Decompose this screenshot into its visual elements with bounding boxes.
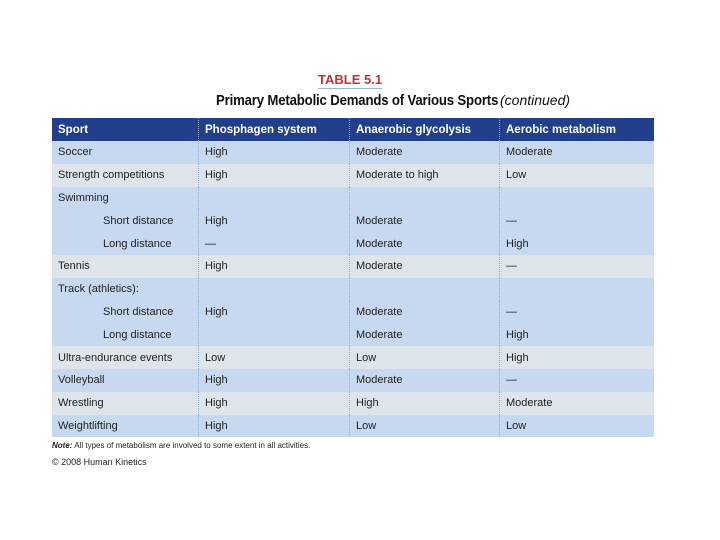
table-row bbox=[52, 301, 654, 324]
cell-sport: Soccer bbox=[52, 141, 199, 164]
cell-sport: Ultra-endurance events bbox=[52, 346, 199, 369]
cell-phosphagen: Low bbox=[199, 346, 350, 369]
table-row bbox=[52, 164, 654, 187]
cell-phosphagen: High bbox=[199, 209, 350, 232]
cell-anaerobic: Moderate bbox=[350, 209, 500, 232]
title-suffix: (continued) bbox=[500, 92, 571, 108]
cell-anaerobic: Moderate bbox=[350, 301, 500, 324]
cell-anaerobic: Moderate bbox=[350, 369, 500, 392]
table-row bbox=[52, 346, 654, 369]
cell-aerobic: Low bbox=[500, 415, 655, 438]
cell-phosphagen: High bbox=[199, 141, 350, 164]
cell-aerobic: High bbox=[500, 232, 655, 255]
cell-sport: Long distance bbox=[52, 323, 199, 346]
cell-aerobic bbox=[500, 187, 655, 210]
cell-sport: Swimming bbox=[52, 187, 199, 210]
cell-phosphagen: — bbox=[199, 323, 350, 346]
cell-aerobic: — bbox=[500, 209, 655, 232]
table-row bbox=[52, 369, 654, 392]
cell-phosphagen: High bbox=[199, 415, 350, 438]
cell-anaerobic: High bbox=[350, 392, 500, 415]
cell-sport: Tennis bbox=[52, 255, 199, 278]
cell-anaerobic: Moderate bbox=[350, 323, 500, 346]
cell-phosphagen bbox=[199, 278, 350, 301]
note-label: Note: bbox=[52, 441, 73, 450]
cell-aerobic: — bbox=[500, 369, 655, 392]
table-row bbox=[52, 323, 654, 346]
header-aerobic: Aerobic metabolism bbox=[500, 118, 655, 141]
cell-anaerobic bbox=[350, 187, 500, 210]
cell-anaerobic: Moderate bbox=[350, 232, 500, 255]
cell-anaerobic: Moderate bbox=[350, 141, 500, 164]
cell-aerobic: High bbox=[500, 346, 655, 369]
header-phosphagen: Phosphagen system bbox=[199, 118, 350, 141]
table-row bbox=[52, 187, 654, 210]
table-row bbox=[52, 141, 654, 164]
table-row bbox=[52, 209, 654, 232]
cell-phosphagen bbox=[199, 187, 350, 210]
cell-phosphagen: — bbox=[199, 232, 350, 255]
table-row bbox=[52, 415, 654, 438]
cell-phosphagen: High bbox=[199, 301, 350, 324]
table-number: TABLE 5.1 bbox=[318, 72, 383, 87]
cell-anaerobic: Low bbox=[350, 415, 500, 438]
cell-aerobic: — bbox=[500, 301, 655, 324]
cell-aerobic: High bbox=[500, 323, 655, 346]
cell-sport: Short distance bbox=[52, 209, 199, 232]
cell-sport: Short distance bbox=[52, 301, 199, 324]
table-row bbox=[52, 278, 654, 301]
cell-aerobic: Moderate bbox=[500, 141, 655, 164]
cell-sport: Long distance bbox=[52, 232, 199, 255]
table-row bbox=[52, 255, 654, 278]
cell-sport: Track (athletics): bbox=[52, 278, 199, 301]
table-row bbox=[52, 392, 654, 415]
cell-phosphagen: High bbox=[199, 369, 350, 392]
cell-anaerobic bbox=[350, 278, 500, 301]
cell-phosphagen: High bbox=[199, 392, 350, 415]
header-row bbox=[52, 118, 654, 141]
table-title: Primary Metabolic Demands of Various Sports bbox=[216, 92, 499, 109]
note-text: All types of metabolism are involved to some extent in all activities. bbox=[72, 441, 311, 450]
cell-sport: Weightlifting bbox=[52, 415, 199, 438]
cell-sport: Strength competitions bbox=[52, 164, 199, 187]
cell-sport: Wrestling bbox=[52, 392, 199, 415]
cell-aerobic bbox=[500, 278, 655, 301]
cell-aerobic: — bbox=[500, 255, 655, 278]
cell-phosphagen: High bbox=[199, 164, 350, 187]
header-anaerobic: Anaerobic glycolysis bbox=[350, 118, 500, 141]
cell-sport: Volleyball bbox=[52, 369, 199, 392]
cell-aerobic: Low bbox=[500, 164, 655, 187]
cell-aerobic: Moderate bbox=[500, 392, 655, 415]
cell-anaerobic: Moderate to high bbox=[350, 164, 500, 187]
cell-phosphagen: High bbox=[199, 255, 350, 278]
metabolic-demands-table bbox=[52, 118, 654, 437]
cell-anaerobic: Low bbox=[350, 346, 500, 369]
cell-anaerobic: Moderate bbox=[350, 255, 500, 278]
table-note bbox=[52, 441, 310, 450]
header-sport: Sport bbox=[52, 118, 199, 141]
copyright: © 2008 Human Kinetics bbox=[52, 457, 147, 467]
table-row bbox=[52, 232, 654, 255]
